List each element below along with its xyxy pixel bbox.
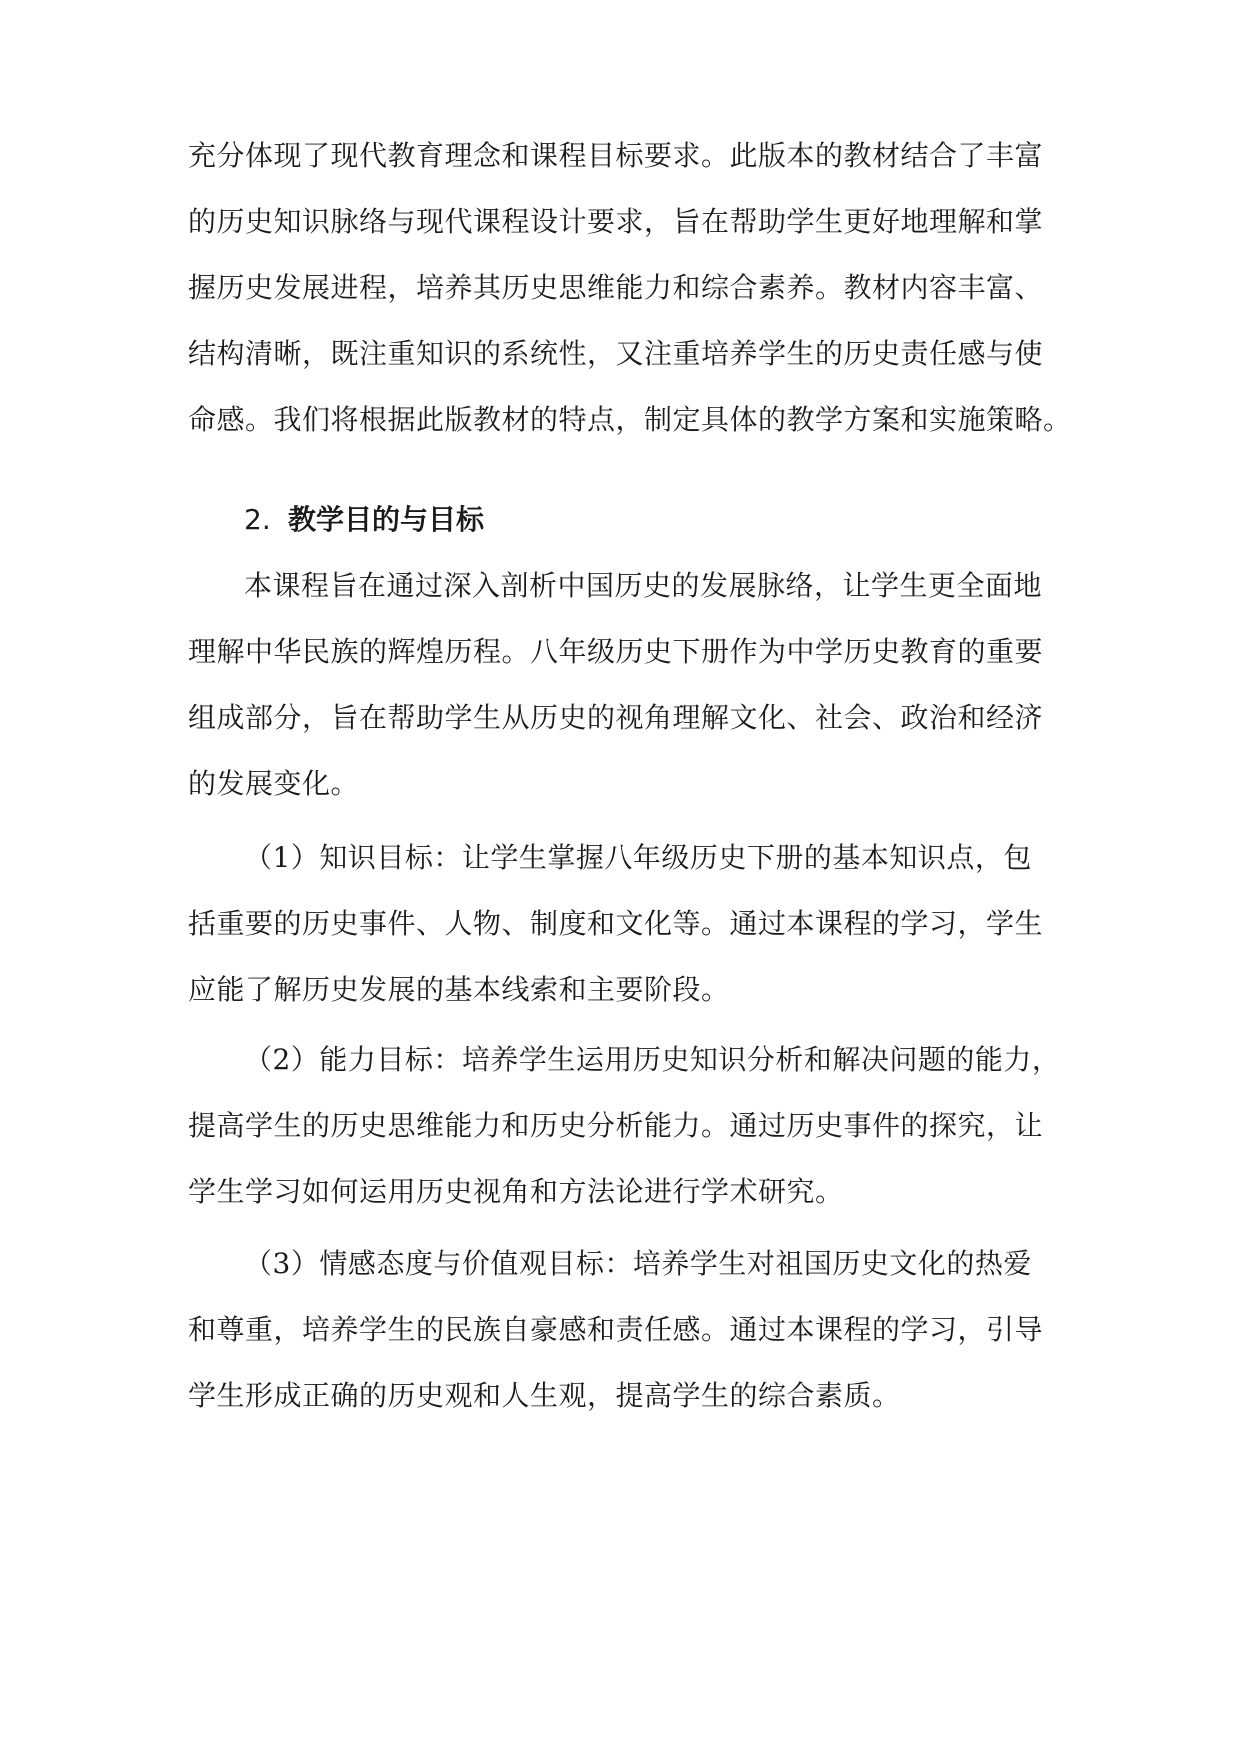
paragraph-line: 充分体现了现代教育理念和课程目标要求。此版本的教材结合了丰富: [188, 139, 1044, 172]
paragraph-line: 和尊重，培养学生的民族自豪感和责任感。通过本课程的学习，引导: [188, 1313, 1044, 1346]
paragraph-line: 应能了解历史发展的基本线索和主要阶段。: [188, 973, 730, 1006]
paragraph-line: 的发展变化。: [188, 767, 360, 800]
paragraph-line: 本课程旨在通过深入剖析中国历史的发展脉络，让学生更全面地: [244, 569, 1043, 602]
paragraph-line: 结构清晰，既注重知识的系统性，又注重培养学生的历史责任感与使: [188, 337, 1044, 370]
paragraph-line: 学生形成正确的历史观和人生观，提高学生的综合素质。: [188, 1379, 901, 1412]
paragraph-line: 命感。我们将根据此版教材的特点，制定具体的教学方案和实施策略。: [188, 403, 1072, 436]
paragraph-line: 组成部分，旨在帮助学生从历史的视角理解文化、社会、政治和经济: [188, 701, 1044, 734]
paragraph-line: （1）知识目标：让学生掌握八年级历史下册的基本知识点，包: [244, 841, 1032, 874]
paragraph-line: 理解中华民族的辉煌历程。八年级历史下册作为中学历史教育的重要: [188, 635, 1044, 668]
section-title: 教学目的与目标: [288, 503, 485, 536]
paragraph-line: （3）情感态度与价值观目标：培养学生对祖国历史文化的热爱: [244, 1247, 1032, 1280]
paragraph-line: 的历史知识脉络与现代课程设计要求，旨在帮助学生更好地理解和掌: [188, 205, 1044, 238]
paragraph-line: 括重要的历史事件、人物、制度和文化等。通过本课程的学习，学生: [188, 907, 1044, 940]
section-number: 2.: [244, 503, 271, 536]
paragraph-line: （2）能力目标：培养学生运用历史知识分析和解决问题的能力，: [244, 1043, 1061, 1076]
paragraph-line: 学生学习如何运用历史视角和方法论进行学术研究。: [188, 1175, 844, 1208]
paragraph-line: 提高学生的历史思维能力和历史分析能力。通过历史事件的探究，让: [188, 1109, 1044, 1142]
section-heading: [244, 500, 484, 540]
paragraph-line: 握历史发展进程，培养其历史思维能力和综合素养。教材内容丰富、: [188, 271, 1044, 304]
